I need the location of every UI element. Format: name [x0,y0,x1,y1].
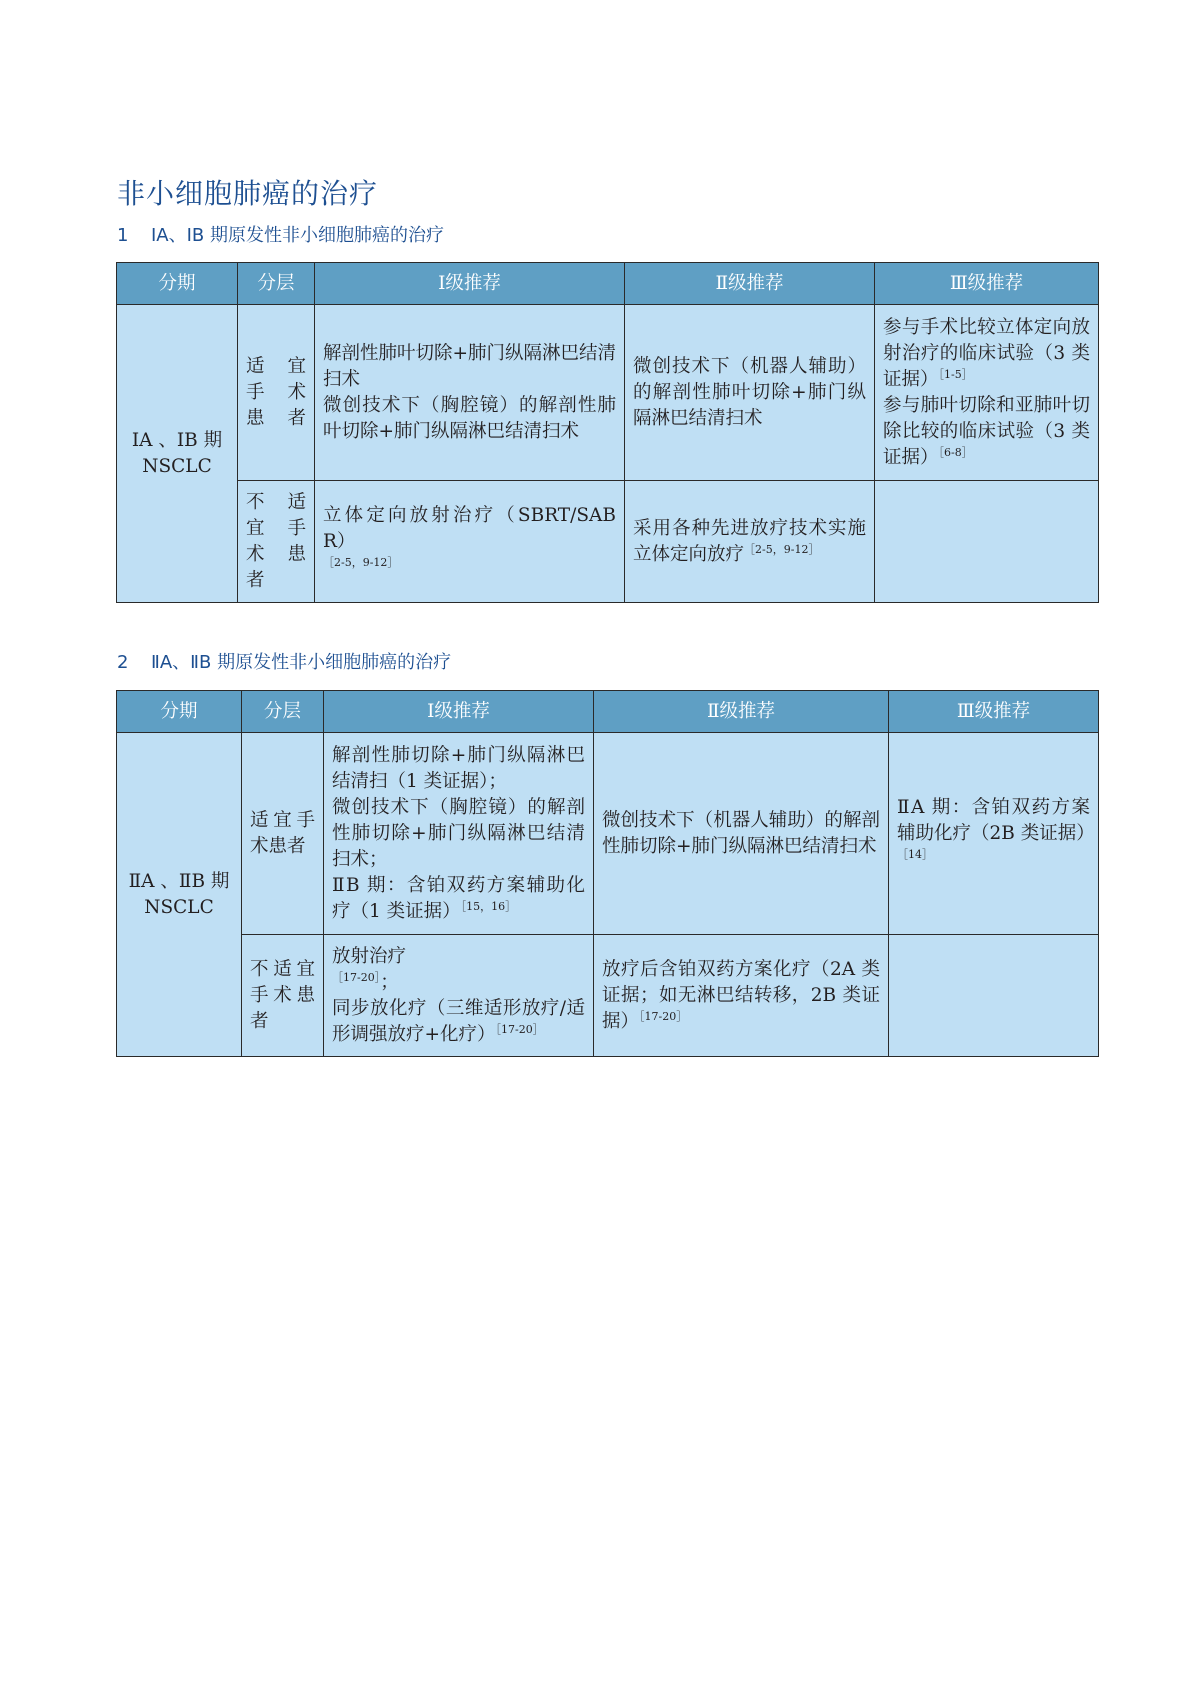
header-level-3: Ⅲ级推荐 [889,691,1099,733]
header-level-2: Ⅱ级推荐 [625,263,875,305]
reference-marker: ［17-20］ [495,1022,544,1036]
reference-marker: ［17-20］ [639,1009,688,1023]
table-row [117,935,1099,1057]
header-stage: 分期 [117,263,238,305]
level-1-text: 解剖性肺切除+肺门纵隔淋巴结清扫（1 类证据）； 微创技术下（胸腔镜）的解剖性肺切除+肺门纵隔淋巴结清扫术； ⅡB 期：含铂双药方案辅助化疗（1 类证据） [332,744,585,922]
level-1-text: 解剖性肺叶切除+肺门纵隔淋巴结清扫术 微创技术下（胸腔镜）的解剖性肺叶切除+肺门纵隔淋巴结清扫术 [323,342,617,442]
level-1-text-b: 同步放化疗（三维适形放疗/适形调强放疗+化疗） [332,997,585,1045]
level-2-text: 采用各种先进放疗技术实施立体定向放疗 [633,517,866,565]
level-3-cell [889,935,1099,1057]
section-2-title-text: ⅡA、ⅡB 期原发性非小细胞肺癌的治疗 [151,652,452,673]
section-2-title [117,648,451,674]
section-1-title-text: ⅠA、ⅠB 期原发性非小细胞肺癌的治疗 [151,225,444,246]
reference-marker: ［14］ [897,847,933,861]
level-3-text: ⅡA 期：含铂双药方案辅助化疗（2B 类证据） [897,796,1095,844]
level-3-text-a: 参与手术比较立体定向放射治疗的临床试验（3 类证据） [883,316,1090,390]
level-2-cell [594,733,889,935]
level-2-text: 微创技术下（机器人辅助）的解剖性肺叶切除+肺门纵隔淋巴结清扫术 [633,355,866,429]
level-1-cell [315,481,625,603]
level-1-separator: ； [380,971,399,993]
stage-cell: ⅡA 、ⅡB 期 NSCLC [117,733,242,1057]
header-level-2: Ⅱ级推荐 [594,691,889,733]
layer-cell: 适宜手术患者 [242,733,324,935]
reference-marker: ［15，16］ [460,899,517,913]
level-1-cell [324,935,594,1057]
level-1-cell [324,733,594,935]
layer-cell: 适 宜 手 术 患者 [238,305,315,481]
level-3-cell [889,733,1099,935]
layer-cell: 不 适 宜 手 术 患 者 [238,481,315,603]
level-2-cell [625,305,875,481]
reference-marker: ［1-5］ [938,367,973,381]
section-2-number: 2 [117,652,129,673]
header-level-1: Ⅰ级推荐 [324,691,594,733]
header-level-3: Ⅲ级推荐 [875,263,1099,305]
reference-marker: ［6-8］ [938,445,973,459]
table-stage-1 [116,262,1099,603]
reference-marker: ［2-5，9-12］ [744,542,820,556]
level-1-text: 立体定向放射治疗（SBRT/SABR） [323,504,616,552]
table-stage-2 [116,690,1099,1057]
table-header-row [117,263,1099,305]
level-2-text: 微创技术下（机器人辅助）的解剖性肺切除+肺门纵隔淋巴结清扫术 [602,809,880,857]
level-3-cell [875,481,1099,603]
header-stage: 分期 [117,691,242,733]
table-header-row [117,691,1099,733]
header-level-1: Ⅰ级推荐 [315,263,625,305]
level-1-text-a: 放射治疗 [332,945,407,967]
section-1-number: 1 [117,225,129,246]
stage-cell: ⅠA 、ⅠB 期 NSCLC [117,305,238,603]
level-2-cell [625,481,875,603]
level-3-text-b: 参与肺叶切除和亚肺叶切除比较的临床试验（3 类证据） [883,394,1090,468]
table-row [117,733,1099,935]
table-row [117,305,1099,481]
level-2-text: 放疗后含铂双药方案化疗（2A 类证据；如无淋巴结转移，2B 类证据） [602,958,880,1032]
header-layer: 分层 [238,263,315,305]
page-title: 非小细胞肺癌的治疗 [117,177,379,210]
header-layer: 分层 [242,691,324,733]
level-3-cell [875,305,1099,481]
level-2-cell [594,935,889,1057]
section-1-title [117,221,444,247]
reference-marker: ［17-20］ [332,970,381,984]
reference-marker: ［2-5，9-12］ [323,555,399,569]
level-1-cell [315,305,625,481]
table-row [117,481,1099,603]
layer-cell: 不适宜手术患者 [242,935,324,1057]
